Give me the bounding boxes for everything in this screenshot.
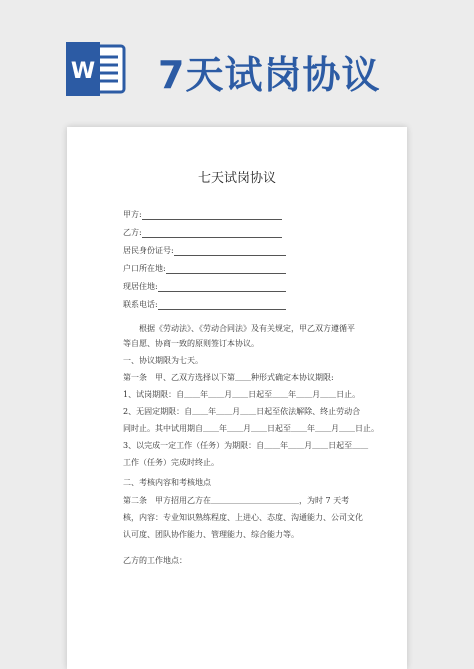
svg-text:W: W bbox=[70, 59, 96, 84]
clause: 1、试岗期限：自＿＿年＿＿月＿＿日起至＿＿年＿＿月＿＿日止。 bbox=[123, 390, 361, 399]
section-title: 二、考核内容和考核地点 bbox=[123, 478, 211, 487]
field-id-number: 居民身份证号: bbox=[123, 245, 286, 256]
article: 核，内容：专业知识熟练程度、上进心、态度、沟通能力、公司文化 bbox=[123, 513, 363, 522]
paragraph: 根据《劳动法》、《劳动合同法》及有关规定，甲乙双方遵循平 bbox=[139, 324, 355, 333]
article: 第一条 甲、乙双方选择以下第＿＿种形式确定本协议期限: bbox=[123, 373, 334, 382]
article: 认可度、团队协作能力、管理能力、综合能力等。 bbox=[123, 530, 299, 539]
clause: 3、以完成一定工作（任务）为期限：自＿＿年＿＿月＿＿日起至＿＿ bbox=[123, 441, 369, 450]
word-icon bbox=[64, 40, 126, 98]
document-page bbox=[67, 127, 407, 669]
section-title: 一、协议期限为七天。 bbox=[123, 356, 203, 365]
paragraph: 等自愿、协商一致的原则签订本协议。 bbox=[123, 339, 259, 348]
work-location: 乙方的工作地点： bbox=[123, 556, 187, 565]
field-household: 户口所在地: bbox=[123, 263, 286, 274]
clause: 同时止。其中试用期自＿＿年＿＿月＿＿日起至＿＿年＿＿月＿＿日止。 bbox=[123, 424, 379, 433]
clause: 工作（任务）完成时终止。 bbox=[123, 458, 219, 467]
clause: 2、无固定期限：自＿＿年＿＿月＿＿日起至依法解除、终止劳动合 bbox=[123, 407, 361, 416]
banner bbox=[0, 0, 474, 120]
article: 第二条 甲方招用乙方在＿＿＿＿＿＿＿＿＿＿＿，为时 7 天考 bbox=[123, 496, 350, 505]
field-party-b: 乙方: bbox=[123, 227, 282, 238]
field-party-a: 甲方: bbox=[123, 209, 282, 220]
field-phone: 联系电话: bbox=[123, 299, 286, 310]
banner-title: 7天试岗协议 bbox=[158, 53, 381, 97]
document-title: 七天试岗协议 bbox=[197, 171, 276, 186]
field-residence: 现居住地: bbox=[123, 281, 286, 292]
